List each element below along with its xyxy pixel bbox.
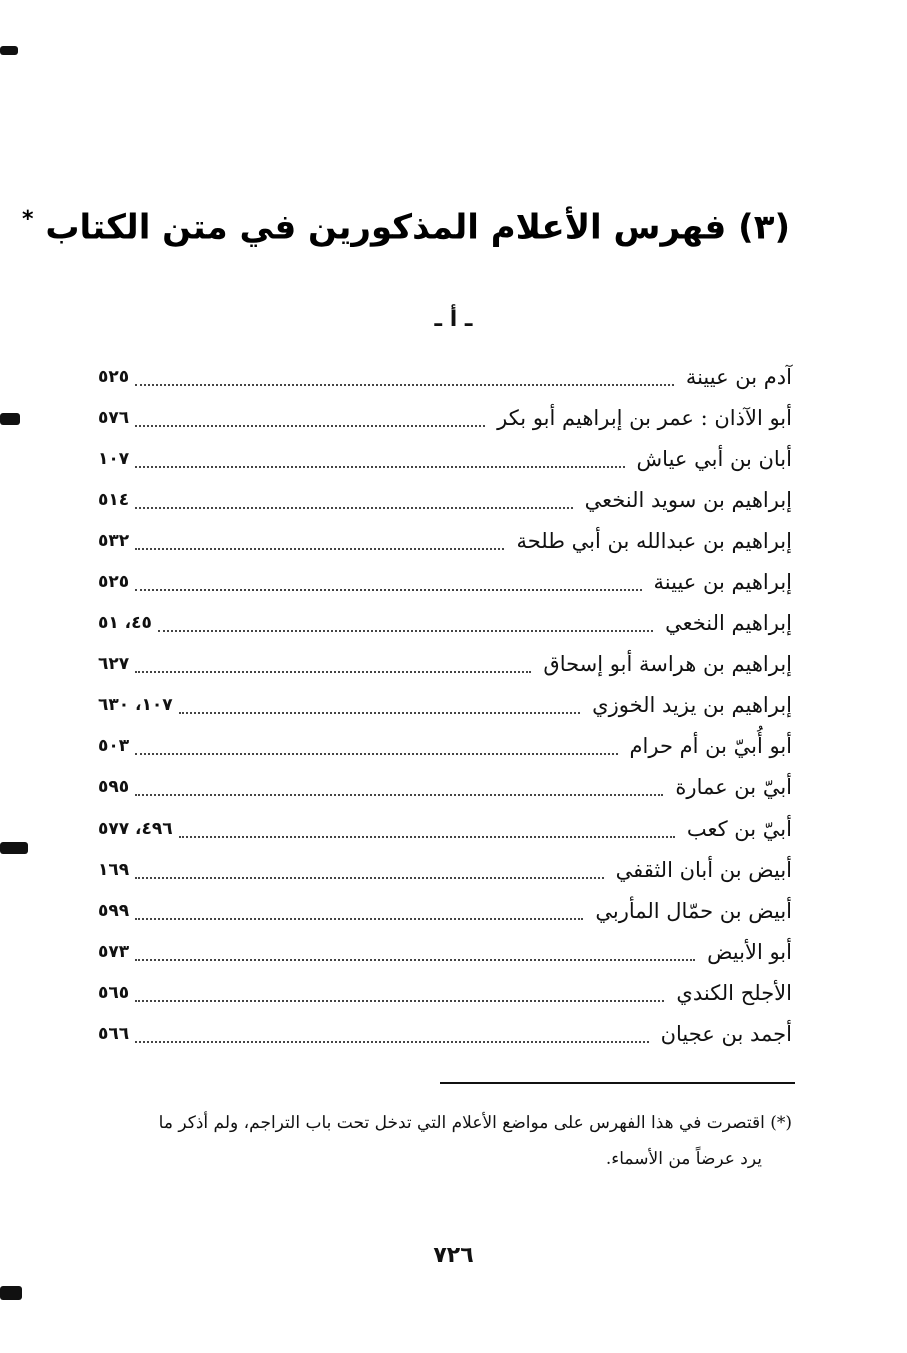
dot-leader (179, 836, 675, 838)
index-entry (98, 397, 792, 438)
dot-leader (135, 425, 485, 427)
footnote-separator (440, 1082, 795, 1084)
dot-leader (135, 753, 617, 755)
footnote (98, 1105, 792, 1177)
scan-edge-mark (0, 413, 20, 425)
footnote-marker: (*) (770, 1113, 792, 1133)
entry-pages: ٥٦٥ (98, 982, 130, 1003)
entry-name: إبراهيم بن عبدالله بن أبي طلحة (516, 528, 792, 553)
page-title (21, 190, 790, 250)
index-entry (98, 479, 792, 520)
index-entry (98, 561, 792, 602)
index-entry (98, 603, 792, 644)
entry-name: أجمد بن عجيان (660, 1022, 792, 1047)
entry-name: إبراهيم بن هراسة أبو إسحاق (543, 652, 792, 677)
entry-pages: ٥٩٥ (98, 777, 130, 798)
entry-name: إبراهيم بن عيينة (653, 570, 792, 595)
dot-leader (179, 712, 580, 714)
scan-edge-mark (0, 1286, 22, 1300)
dot-leader (135, 507, 572, 509)
entry-name: أبيض بن أبان الثقفي (615, 857, 792, 882)
dot-leader (135, 918, 583, 920)
footnote-line-1: اقتصرت في هذا الفهرس على مواضع الأعلام التي تدخل تحت باب التراجم، ولم أذكر ما (158, 1113, 765, 1133)
entry-pages: ١٦٩ (98, 859, 130, 880)
index-list (98, 356, 792, 1055)
index-entry (98, 726, 792, 767)
page-number: ٧٢٦ (433, 1243, 474, 1268)
index-entry (98, 644, 792, 685)
entry-pages: ٦٢٧ (98, 654, 130, 675)
entry-name: أبيّ بن عمارة (675, 775, 792, 800)
entry-pages: ٥٩٩ (98, 900, 130, 921)
index-entry (98, 356, 792, 397)
entry-name: الأجلح الكندي (676, 980, 792, 1005)
entry-pages: ٥٠٣ (98, 736, 130, 757)
entry-pages: ١٠٧، ٦٣٠ (98, 695, 173, 716)
dot-leader (158, 630, 653, 632)
dot-leader (135, 1000, 664, 1002)
dot-leader (135, 548, 504, 550)
entry-name: إبراهيم بن سويد النخعي (584, 487, 792, 512)
dot-leader (135, 671, 531, 673)
index-entry (98, 808, 792, 849)
dot-leader (135, 794, 663, 796)
dot-leader (135, 1041, 648, 1043)
entry-name: إبراهيم النخعي (665, 611, 792, 636)
entry-pages: ٤٩٦، ٥٧٧ (98, 818, 173, 839)
scan-edge-mark (0, 46, 18, 55)
index-entry (98, 767, 792, 808)
index-entry (98, 1014, 792, 1055)
entry-pages: ٥٧٣ (98, 941, 130, 962)
index-entry (98, 685, 792, 726)
entry-pages: ٥٢٥ (98, 366, 130, 387)
entry-name: إبراهيم بن يزيد الخوزي (592, 693, 792, 718)
entry-name: أبيض بن حمّال المأربي (595, 898, 792, 923)
entry-name: أبيّ بن كعب (686, 816, 792, 841)
dot-leader (135, 466, 624, 468)
entry-name: آدم بن عيينة (685, 364, 792, 389)
entry-pages: ٥١٤ (98, 489, 130, 510)
dot-leader (135, 589, 641, 591)
scan-edge-mark (0, 842, 28, 854)
entry-name: أبان بن أبي عياش (636, 446, 792, 471)
entry-pages: ١٠٧ (98, 448, 130, 469)
dot-leader (135, 384, 674, 386)
title-footnote-marker: * (21, 207, 34, 232)
entry-pages: ٥٢٥ (98, 572, 130, 593)
index-entry (98, 520, 792, 561)
dot-leader (135, 959, 695, 961)
index-entry (98, 931, 792, 972)
entry-name: أبو الأبيض (707, 939, 792, 964)
entry-pages: ٥٧٦ (98, 407, 130, 428)
entry-pages: ٤٥، ٥١ (98, 613, 152, 634)
title-text: (٣) فهرس الأعلام المذكورين في متن الكتاب (45, 207, 790, 248)
entry-pages: ٥٦٦ (98, 1024, 130, 1045)
footnote-line-2: يرد عرضاً من الأسماء. (605, 1149, 762, 1169)
entry-name: أبو الآذان : عمر بن إبراهيم أبو بكر (497, 405, 792, 430)
index-entry (98, 890, 792, 931)
section-letter-heading: ـ أ ـ (434, 307, 473, 332)
entry-name: أبو أُبيّ بن أم حرام (629, 734, 792, 759)
index-entry (98, 438, 792, 479)
index-entry (98, 849, 792, 890)
index-entry (98, 972, 792, 1013)
entry-pages: ٥٣٢ (98, 530, 130, 551)
dot-leader (135, 877, 603, 879)
